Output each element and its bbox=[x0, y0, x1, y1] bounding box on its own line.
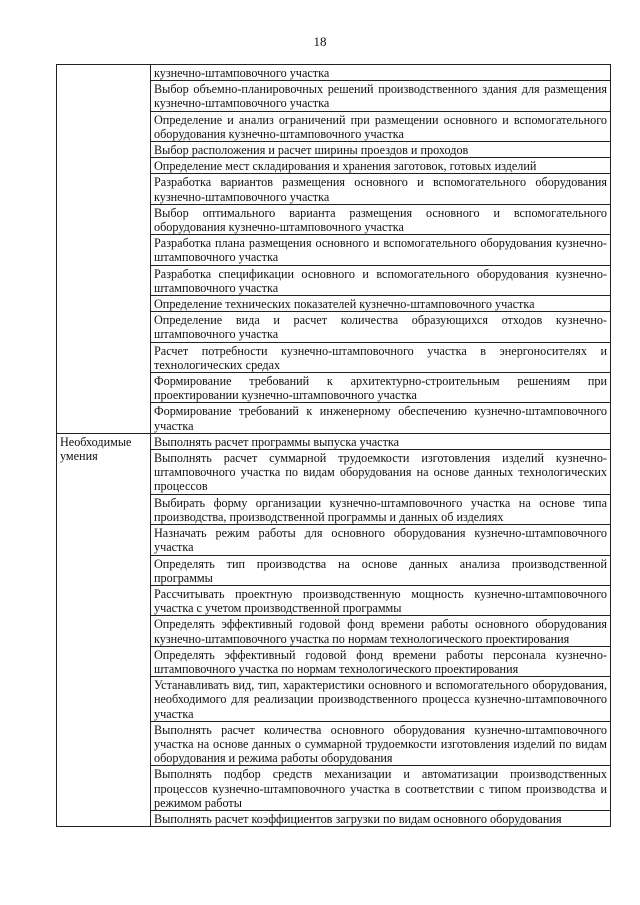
table-cell: Выполнять расчет коэффициентов загрузки по видам основного оборудования bbox=[151, 810, 611, 826]
table-cell: Рассчитывать проектную производственную мощность кузнечно-штамповочного участка с учетом производственной программы bbox=[151, 585, 611, 615]
table-cell: Определять эффективный годовой фонд времени работы персонала кузнечно-штамповочного участка по нормам технологического проектирования bbox=[151, 646, 611, 676]
table-cell: Определение мест складирования и хранения заготовок, готовых изделий bbox=[151, 158, 611, 174]
table-cell: Формирование требований к инженерному обеспечению кузнечно-штамповочного участка bbox=[151, 403, 611, 433]
table-cell: Выбор оптимального варианта размещения основного и вспомогательного оборудования кузнечно-штамповочного участка bbox=[151, 204, 611, 234]
table-cell: Выполнять подбор средств механизации и автоматизации производственных процессов кузнечно-штамповочного участка в соответствии с типом производства и режимом работы bbox=[151, 766, 611, 811]
table-body bbox=[57, 65, 611, 827]
table-cell: кузнечно-штамповочного участка bbox=[151, 65, 611, 81]
table-cell: Выполнять расчет количества основного оборудования кузнечно-штамповочного участка на основе данных о суммарной трудоемкости изготовления изделий по видам оборудования и режима работы оборудования bbox=[151, 721, 611, 766]
table-cell: Разработка плана размещения основного и вспомогательного оборудования кузнечно-штамповочного участка bbox=[151, 235, 611, 265]
table-cell: Разработка спецификации основного и вспомогательного оборудования кузнечно-штамповочного участка bbox=[151, 265, 611, 295]
table-cell: Определение и анализ ограничений при размещении основного и вспомогательного оборудования кузнечно-штамповочного участка bbox=[151, 111, 611, 141]
page-number: 18 bbox=[313, 34, 327, 49]
table-row bbox=[57, 433, 611, 449]
table-cell: Определение вида и расчет количества образующихся отходов кузнечно-штамповочного участка bbox=[151, 312, 611, 342]
table-cell: Назначать режим работы для основного оборудования кузнечно-штамповочного участка bbox=[151, 525, 611, 555]
table-cell: Формирование требований к архитектурно-строительным решениям при проектировании кузнечно-штамповочного участка bbox=[151, 373, 611, 403]
table-cell: Выбор расположения и расчет ширины проездов и проходов bbox=[151, 142, 611, 158]
section-label: Необходимые умения bbox=[57, 433, 151, 826]
table-cell: Выбор объемно-планировочных решений производственного здания для размещения кузнечно-штамповочного участка bbox=[151, 81, 611, 111]
table-cell: Выполнять расчет суммарной трудоемкости изготовления изделий кузнечно-штамповочного участка по видам оборудования на основе данных технологических процессов bbox=[151, 450, 611, 495]
table-cell: Выбирать форму организации кузнечно-штамповочного участка на основе типа производства, производственной программы и данных об изделиях bbox=[151, 494, 611, 524]
table-row bbox=[57, 65, 611, 81]
table-cell: Определять эффективный годовой фонд времени работы основного оборудования кузнечно-штамповочного участка по нормам технологического проектирования bbox=[151, 616, 611, 646]
table-cell: Определение технических показателей кузнечно-штамповочного участка bbox=[151, 296, 611, 312]
table-cell: Расчет потребности кузнечно-штамповочного участка в энергоносителях и технологических средах bbox=[151, 342, 611, 372]
table-cell: Разработка вариантов размещения основного и вспомогательного оборудования кузнечно-штамповочного участка bbox=[151, 174, 611, 204]
table-cell: Устанавливать вид, тип, характеристики основного и вспомогательного оборудования, необходимого для реализации производственного процесса кузнечно-штамповочного участка bbox=[151, 677, 611, 722]
table-cell: Определять тип производства на основе данных анализа производственной программы bbox=[151, 555, 611, 585]
competency-table bbox=[56, 64, 611, 827]
section-label bbox=[57, 65, 151, 434]
table-cell: Выполнять расчет программы выпуска участка bbox=[151, 433, 611, 449]
